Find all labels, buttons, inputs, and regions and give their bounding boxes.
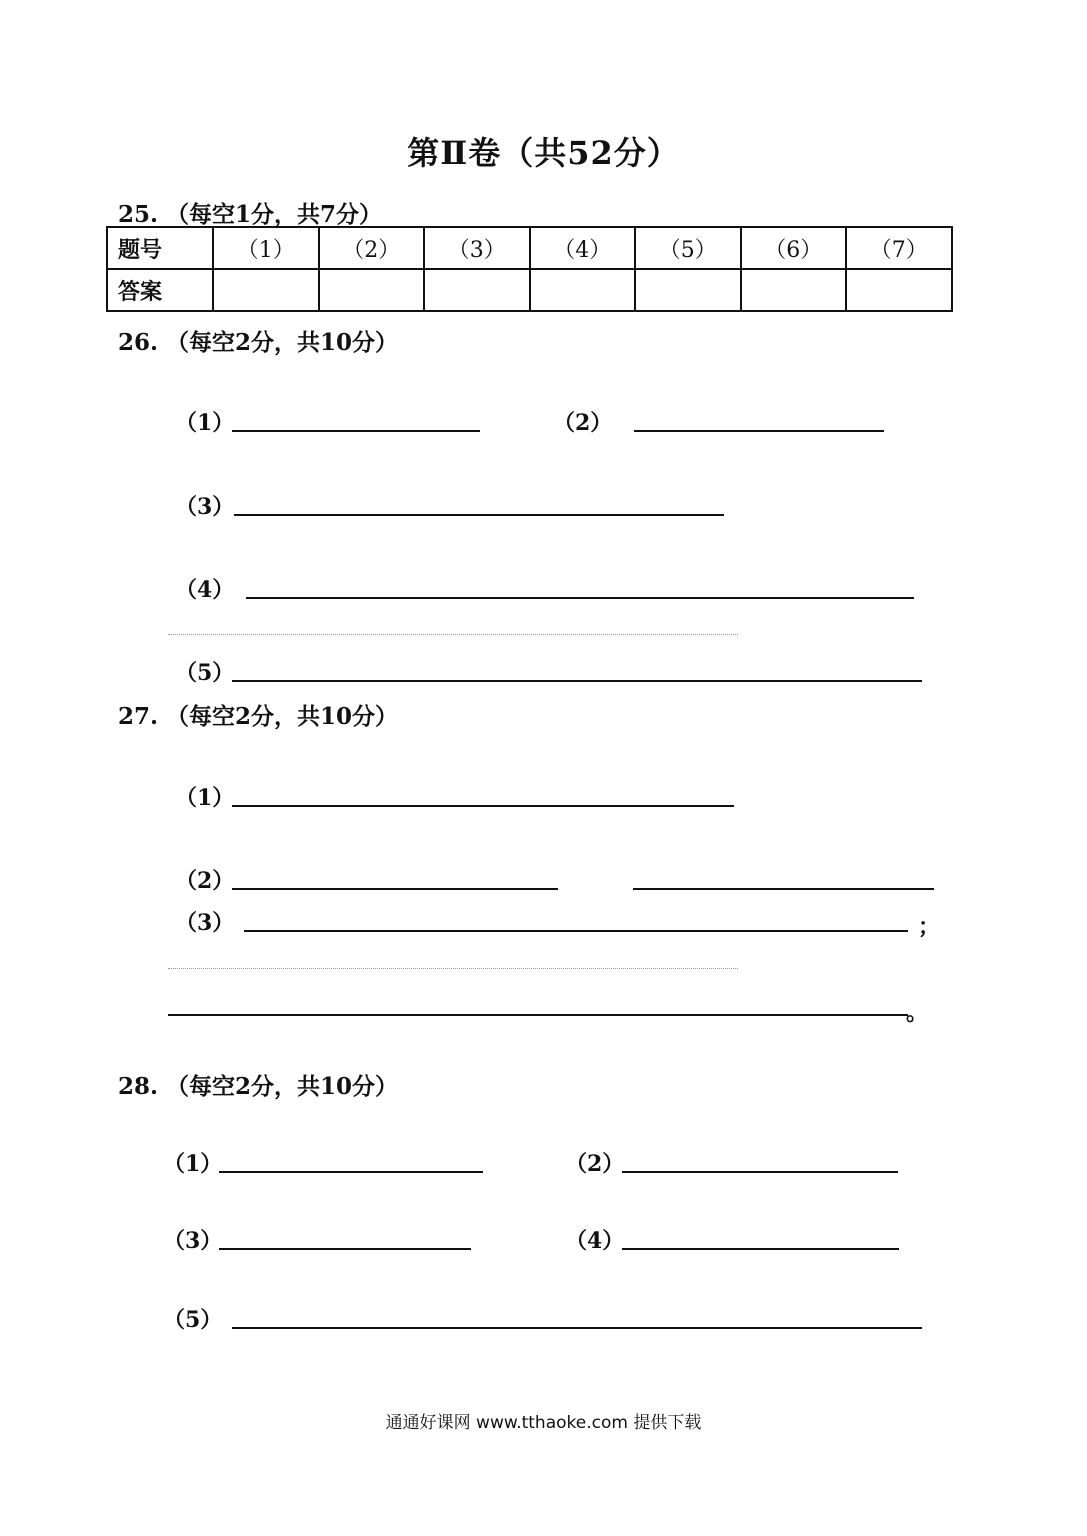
q28-label-5: （5） <box>163 1307 223 1333</box>
q26-label-4: （4） <box>175 577 235 603</box>
col-2: （2） <box>319 227 425 269</box>
q28-blank-4[interactable] <box>622 1248 899 1250</box>
q26-label-2: （2） <box>553 410 613 436</box>
page-title: 第Ⅱ卷（共52分） <box>407 134 680 172</box>
table-row-answer <box>107 269 952 311</box>
q27-header: 27. （每空2分，共10分） <box>118 703 399 730</box>
q28-label-4: （4） <box>565 1228 625 1254</box>
row-head-number: 题号 <box>107 227 213 269</box>
q28-label-3: （3） <box>163 1228 223 1254</box>
q27-label-2: （2） <box>175 868 235 894</box>
col-4: （4） <box>530 227 636 269</box>
q26-header: 26. （每空2分，共10分） <box>118 329 399 356</box>
col-5: （5） <box>635 227 741 269</box>
answer-cell-5[interactable] <box>635 269 741 311</box>
answer-cell-3[interactable] <box>424 269 530 311</box>
answer-cell-7[interactable] <box>846 269 952 311</box>
footer-text: 通通好课网 www.tthaoke.com 提供下载 <box>385 1413 702 1433</box>
row-head-answer: 答案 <box>107 269 213 311</box>
q26-blank-5[interactable] <box>232 680 922 682</box>
col-7: （7） <box>846 227 952 269</box>
col-6: （6） <box>741 227 847 269</box>
q26-blank-1[interactable] <box>232 430 480 432</box>
answer-table <box>106 226 953 312</box>
q28-label-2: （2） <box>565 1151 625 1177</box>
answer-cell-6[interactable] <box>741 269 847 311</box>
answer-cell-2[interactable] <box>319 269 425 311</box>
period: 。 <box>906 1000 929 1026</box>
col-3: （3） <box>424 227 530 269</box>
q28-header: 28. （每空2分，共10分） <box>118 1073 399 1100</box>
q27-blank-3a[interactable] <box>244 930 908 932</box>
q28-blank-5[interactable] <box>232 1327 922 1329</box>
dotted-guide <box>168 968 738 969</box>
q27-blank-1[interactable] <box>232 805 734 807</box>
q27-blank-2b[interactable] <box>633 888 934 890</box>
q28-blank-1[interactable] <box>219 1171 483 1173</box>
answer-cell-4[interactable] <box>530 269 636 311</box>
q27-label-1: （1） <box>175 785 235 811</box>
q27-label-3: （3） <box>175 910 235 936</box>
q26-label-3: （3） <box>175 494 235 520</box>
q28-blank-2[interactable] <box>622 1171 898 1173</box>
semicolon: ； <box>918 914 941 940</box>
q26-label-5: （5） <box>175 660 235 686</box>
answer-cell-1[interactable] <box>213 269 319 311</box>
q28-label-1: （1） <box>163 1151 223 1177</box>
q27-blank-3b[interactable] <box>168 1014 908 1016</box>
col-1: （1） <box>213 227 319 269</box>
q26-blank-4[interactable] <box>246 597 914 599</box>
q28-blank-3[interactable] <box>219 1248 471 1250</box>
dotted-guide <box>168 634 738 635</box>
q26-blank-3[interactable] <box>234 514 724 516</box>
q25-header: 25. （每空1分，共7分） <box>118 201 383 228</box>
q26-blank-2[interactable] <box>634 430 884 432</box>
table-row-number <box>107 227 952 269</box>
q26-label-1: （1） <box>175 410 235 436</box>
q27-blank-2a[interactable] <box>232 888 558 890</box>
